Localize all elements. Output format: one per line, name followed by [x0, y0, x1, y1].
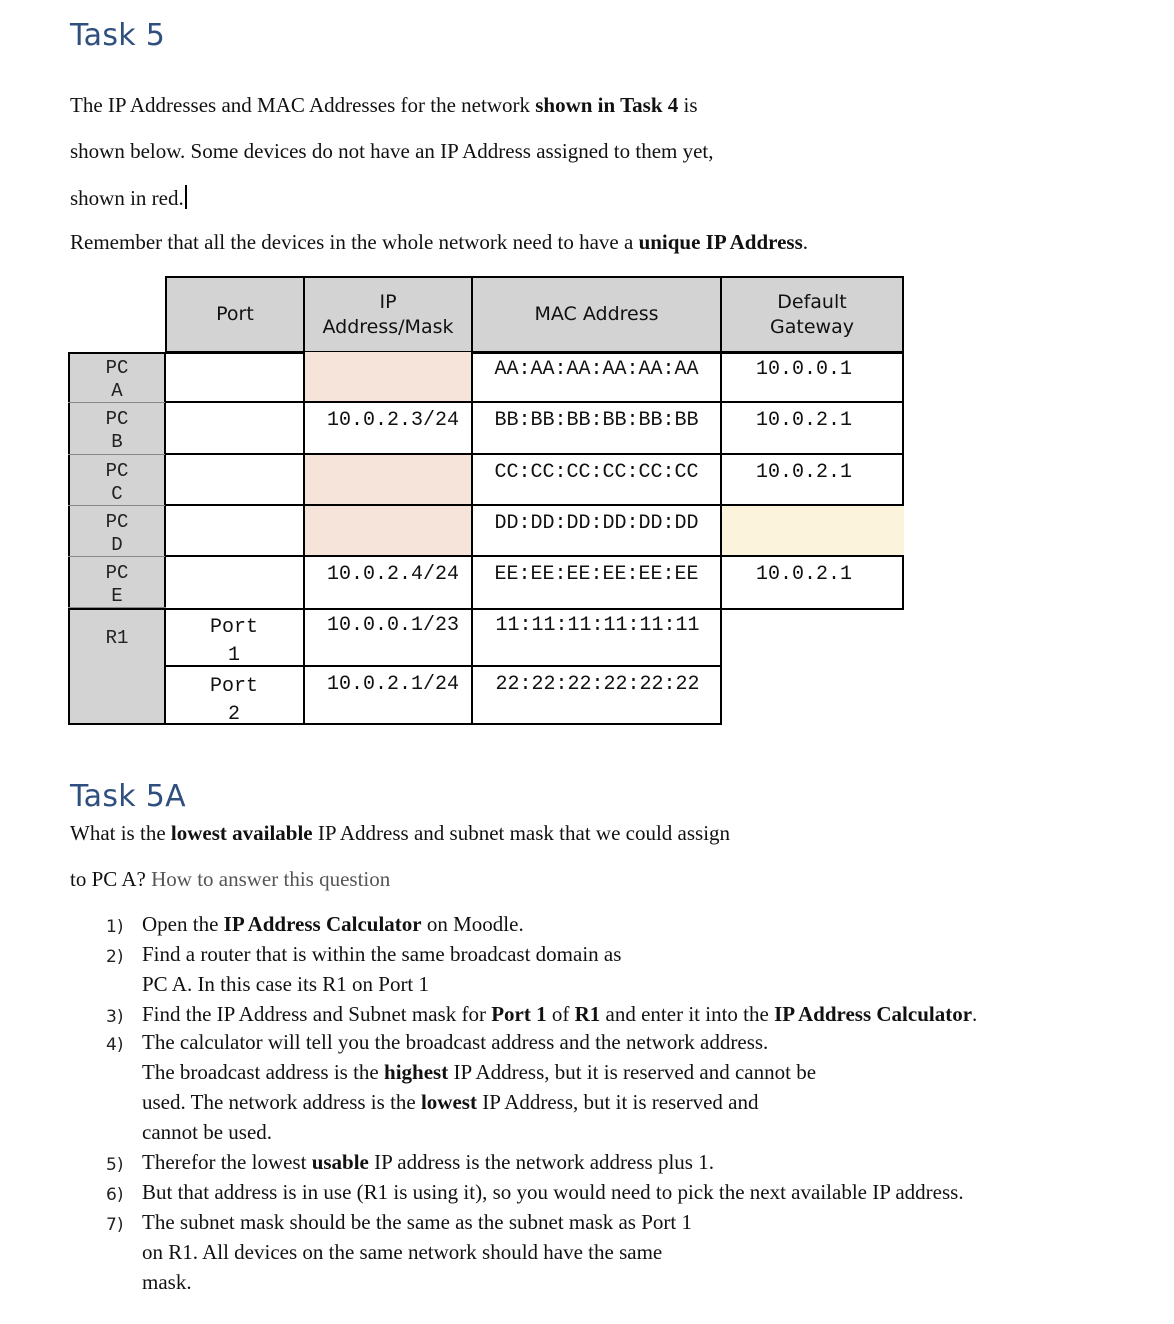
- header-ip: IP Address/Mask: [305, 276, 473, 353]
- port-cell[interactable]: Port 2: [165, 667, 305, 725]
- task5-intro-line3: shown in red.: [70, 185, 187, 211]
- gateway-cell[interactable]: 10.0.2.1: [722, 455, 904, 506]
- step-number: 7): [106, 1215, 124, 1235]
- mac-cell[interactable]: 11:11:11:11:11:11: [473, 608, 722, 667]
- how-to-answer-link[interactable]: How to answer this question: [151, 867, 391, 891]
- device-label: PC A: [68, 352, 166, 403]
- step-4: The calculator will tell you the broadcast address and the network address.: [142, 1030, 769, 1054]
- ip-cell[interactable]: [305, 506, 473, 557]
- task5a-question-line1: What is the lowest available IP Address and subnet mask that we could assign: [70, 821, 731, 845]
- device-label: PC D: [68, 506, 166, 557]
- gateway-cell[interactable]: 10.0.0.1: [722, 352, 904, 403]
- header-mac: MAC Address: [473, 276, 722, 353]
- step-4-line2: The broadcast address is the highest IP Address, but it is reserved and cannot be: [142, 1060, 817, 1084]
- task5-heading: Task 5: [70, 18, 166, 53]
- port-cell[interactable]: [165, 506, 305, 557]
- port-cell[interactable]: Port 1: [165, 608, 305, 667]
- ip-cell[interactable]: 10.0.2.1/24: [305, 667, 473, 725]
- mac-cell[interactable]: 22:22:22:22:22:22: [495, 673, 700, 696]
- ip-cell[interactable]: [305, 352, 473, 403]
- step-3: Find the IP Address and Subnet mask for Port 1 of R1 and enter it into the IP Address Calculator.: [142, 1002, 978, 1026]
- task5-intro-line4: Remember that all the devices in the whole network need to have a unique IP Address.: [70, 230, 808, 254]
- header-gateway: Default Gateway: [722, 276, 904, 353]
- step-2-cont: PC A. In this case its R1 on Port 1: [142, 972, 430, 996]
- port-cell[interactable]: [165, 455, 305, 506]
- port-cell[interactable]: [165, 403, 305, 455]
- task5a-heading: Task 5A: [70, 779, 186, 814]
- step-7: The subnet mask should be the same as the subnet mask as Port 1: [142, 1210, 692, 1234]
- gateway-cell[interactable]: 10.0.2.1: [722, 403, 904, 455]
- mac-cell[interactable]: EE:EE:EE:EE:EE:EE: [473, 557, 722, 608]
- device-label: PC B: [68, 403, 166, 455]
- ip-cell[interactable]: 10.0.0.1/23: [305, 608, 473, 667]
- step-number: 4): [106, 1035, 124, 1055]
- step-5: Therefor the lowest usable IP address is the network address plus 1.: [142, 1150, 714, 1174]
- step-1: Open the IP Address Calculator on Moodle.: [142, 912, 524, 936]
- step-7-line3: mask.: [142, 1270, 192, 1294]
- step-number: 2): [106, 947, 124, 967]
- step-number: 3): [106, 1007, 124, 1027]
- mac-cell[interactable]: CC:CC:CC:CC:CC:CC: [473, 455, 722, 506]
- step-number: 6): [106, 1185, 124, 1205]
- header-port: Port: [165, 276, 305, 353]
- mac-cell[interactable]: BB:BB:BB:BB:BB:BB: [473, 403, 722, 455]
- step-number: 1): [106, 917, 124, 937]
- ip-cell[interactable]: [305, 455, 473, 506]
- step-2: Find a router that is within the same broadcast domain as: [142, 942, 622, 966]
- task5a-question-line2: to PC A? How to answer this question: [70, 867, 391, 891]
- gateway-cell[interactable]: [722, 506, 904, 557]
- ip-cell[interactable]: 10.0.2.4/24: [305, 557, 473, 608]
- step-7-line2: on R1. All devices on the same network should have the same: [142, 1240, 663, 1264]
- device-label: PC E: [68, 557, 166, 608]
- text-cursor: [185, 185, 187, 209]
- step-4-line4: cannot be used.: [142, 1120, 273, 1144]
- ip-cell[interactable]: 10.0.2.3/24: [305, 403, 473, 455]
- task5-intro-line1: The IP Addresses and MAC Addresses for the network shown in Task 4 is: [70, 93, 698, 117]
- port-cell[interactable]: [165, 352, 305, 403]
- mac-cell[interactable]: AA:AA:AA:AA:AA:AA: [473, 352, 722, 403]
- port-cell[interactable]: [165, 557, 305, 608]
- device-label: PC C: [68, 455, 166, 506]
- gateway-cell[interactable]: 10.0.2.1: [756, 563, 853, 586]
- step-6: But that address is in use (R1 is using it), so you would need to pick the next available IP address.: [142, 1180, 964, 1204]
- task5-intro-line2: shown below. Some devices do not have an IP Address assigned to them yet,: [70, 139, 714, 163]
- mac-cell[interactable]: DD:DD:DD:DD:DD:DD: [473, 506, 722, 557]
- step-number: 5): [106, 1155, 124, 1175]
- device-label: R1: [105, 627, 129, 649]
- step-4-line3: used. The network address is the lowest IP Address, but it is reserved and: [142, 1090, 759, 1114]
- device-divider: [68, 608, 166, 610]
